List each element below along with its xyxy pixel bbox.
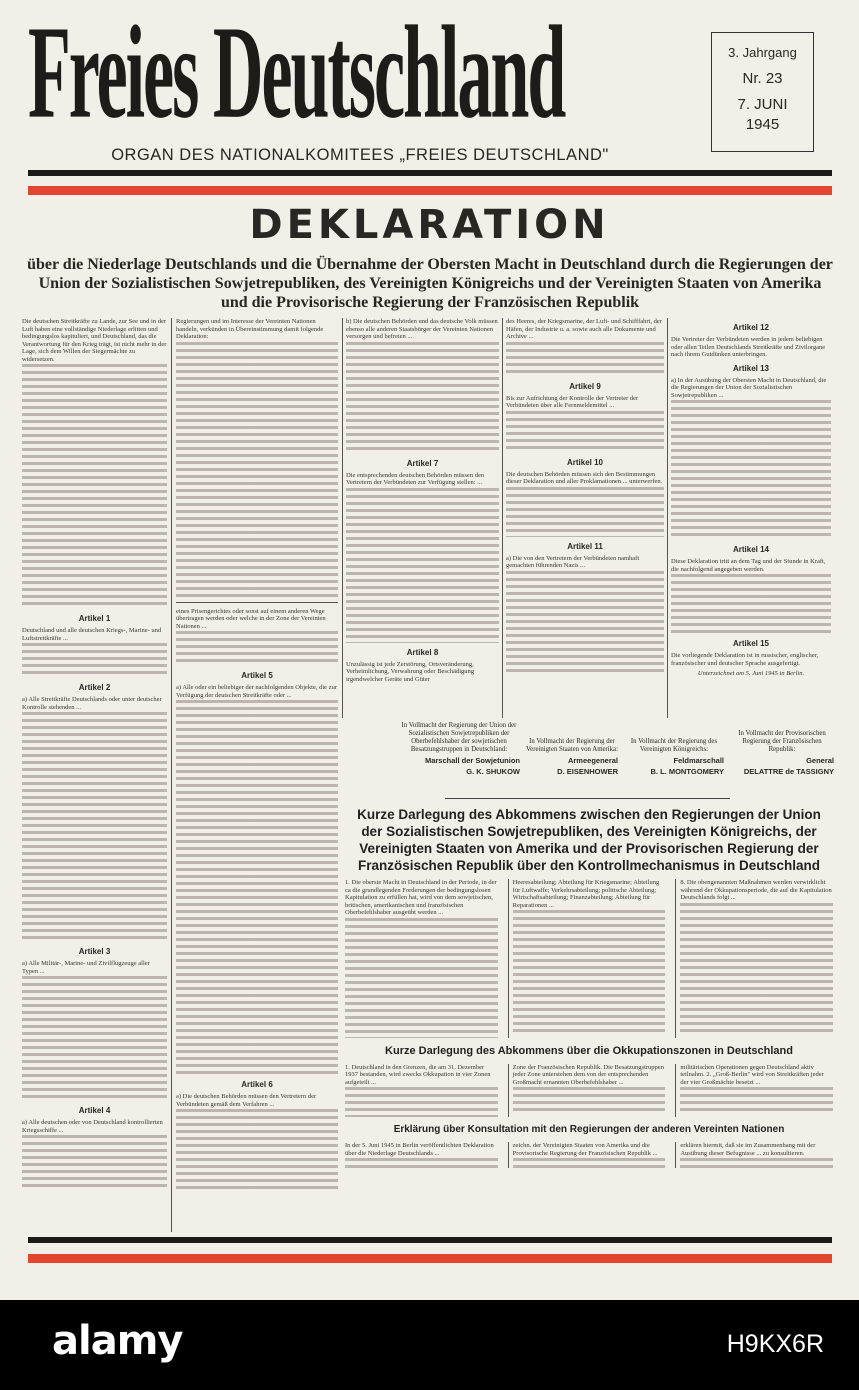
- article-text: Bis zur Aufrichtung der Kontrolle der Vertreter der Verbündeten über alle Fernmeldemittel ...: [506, 394, 639, 409]
- text-lines: [22, 712, 167, 942]
- signature-block: [730, 730, 834, 776]
- article-heading: Artikel 6: [241, 1080, 273, 1089]
- column-2: [176, 318, 338, 1189]
- text-lines: [513, 1087, 666, 1112]
- article-heading: Artikel 12: [732, 323, 770, 332]
- text-lines: [506, 571, 664, 676]
- section-heading: Kurze Darlegung des Abkommens zwischen den Regierungen der Union der Sozialistischen Sowjetrepubliken, des Vereinigten Königreichs, der Vereinigten Staaten von Amerika und der Provisorischen Regierung der Französischen Republik über den Kontrollmechanismus in Deutschland: [357, 807, 821, 873]
- divider: [445, 798, 730, 799]
- text-lines: [346, 342, 499, 454]
- issue-date: 7. JUNI: [737, 96, 788, 113]
- signature-mandate: In Vollmacht der Provisorischen Regierung der Französischen Republik:: [738, 730, 826, 753]
- text-lines: [345, 1087, 498, 1117]
- rule-red: [28, 1254, 832, 1263]
- rule-black: [28, 1237, 832, 1243]
- text-lines: [680, 1158, 833, 1168]
- section-column: [508, 879, 666, 1038]
- section-heading: Erklärung über Konsultation mit den Regierungen der anderen Vereinten Nationen: [393, 1124, 785, 1135]
- section-text: In der 5. Juni 1945 in Berlin veröffentlichten Deklaration über die Niederlage Deutschlands ...: [345, 1142, 494, 1157]
- article-text: eines Prisengerichtes oder sonst auf einem anderen Wege übertragen werden oder welche in der Zone der Vereinten Nationen ...: [176, 607, 326, 630]
- article-heading: Artikel 1: [78, 614, 111, 623]
- rule-red: [28, 186, 832, 195]
- column-1: [22, 318, 167, 1190]
- article-text: a) In der Ausübung der Obersten Macht in Deutschland, die die Regierungen der Union der Sozialistischen Sowjetrepubliken ...: [671, 376, 827, 399]
- text-lines: [680, 903, 833, 1033]
- text-lines: [22, 364, 167, 609]
- article-text: des Heeres, der Kriegsmarine, der Luft- und Schifffahrt, der Häfen, der Industrie u. a. sowie auch alle Dokumente und Archive ...: [506, 318, 662, 340]
- section-column: [345, 1064, 498, 1118]
- article-text: Diese Deklaration tritt an dem Tag und der Stunde in Kraft, die nachfolgend angegeben werden.: [671, 558, 826, 573]
- text-lines: [513, 910, 666, 1035]
- article-text: Deutschland und alle deutschen Kriegs-, Marine- und Luftstreitkräfte ...: [22, 627, 162, 642]
- article-heading: Artikel 3: [78, 947, 111, 956]
- subheadline: über die Niederlage Deutschlands und die Übernahme der Obersten Macht in Deutschland durch die Regierungen der Union der Sozialistischen Sowjetrepubliken, des Vereinigten Königreichs und der Vereinigten Staaten von Amerika und die Provisorische Regierung der Französischen Republik: [27, 256, 833, 311]
- text-lines: [346, 488, 499, 643]
- signature-rank: Armeegeneral: [567, 756, 618, 765]
- section-column: [345, 1142, 498, 1168]
- volume: 3. Jahrgang: [728, 45, 797, 60]
- article-heading: Artikel 8: [406, 647, 439, 657]
- article-text: Die vorliegende Deklaration ist in russischer, englischer, französischer und deutscher Sprache ausgefertigt.: [671, 652, 819, 667]
- issue-info-box: [711, 32, 814, 152]
- article-text: a) Die von den Vertretern der Verbündeten namhaft gemachten führenden Nazis ...: [506, 554, 640, 569]
- section-column: [345, 879, 498, 1038]
- issue-year: 1945: [745, 116, 780, 133]
- signing-note: Unterzeichnet am 5. Juni 1945 in Berlin.: [697, 670, 805, 677]
- issue-number: Nr. 23: [742, 70, 783, 87]
- column-divider: [502, 318, 503, 718]
- text-lines: [176, 700, 338, 1075]
- masthead-subtitle: ORGAN DES NATIONALKOMITEES „FREIES DEUTSCHLAND": [111, 146, 609, 164]
- article-heading: Artikel 4: [78, 1106, 111, 1115]
- section-text: Heeresabteilung; Abteilung für Kriegsmarine; Abteilung für Luftwaffe; Verkehrsabteilung; politische Abteilung; Wirtschaftsabteilung; Finanzabteilung; Abteilung für Reparationen ...: [512, 879, 660, 909]
- article-heading: Artikel 9: [569, 381, 601, 391]
- article-heading: Artikel 15: [732, 639, 770, 648]
- article-text: Die deutschen Streitkräfte zu Lande, zur See und in der Luft haben eine vollständige Niederlage erlitten und bedingungslos kapituliert, und Deutschland, das die Verantwortung für den Krieg trägt, ist nicht mehr in der Lage, sich dem Willen der Siegermächte zu widersetzen.: [22, 318, 167, 363]
- text-lines: [671, 400, 831, 540]
- article-text: Die Vertreter der Verbündeten werden in jedem beliebigen oder allen Teilen Deutschlands Streitkräfte und Zivilorgane nach ihrem Gutdünken unterbringen.: [671, 336, 826, 358]
- text-lines: [513, 1158, 666, 1168]
- text-lines: [506, 487, 664, 537]
- text-lines: [22, 976, 167, 1101]
- signature-mandate: In Vollmacht der Regierung der Vereinigten Staaten von Amerika:: [526, 738, 618, 753]
- watermark-code: H9KX6R: [726, 1330, 824, 1358]
- article-text: Die entsprechenden deutschen Behörden müssen den Vertretern der Verbündeten zur Verfügung stellen: ...: [346, 471, 485, 486]
- signature-rank: Feldmarschall: [673, 756, 724, 765]
- signature-rank: General: [806, 756, 834, 765]
- divider: [176, 602, 338, 603]
- column-3: [346, 318, 499, 683]
- column-5: [671, 318, 831, 678]
- column-4: [506, 318, 664, 676]
- text-lines: [22, 643, 167, 678]
- signature-mandate: In Vollmacht der Regierung des Vereinigten Königreichs:: [630, 738, 718, 753]
- article-text: Unzulässig ist jede Zerstörung, Ortsveränderung, Verheimlichung, Verwahrung oder Beschädigung irgendwelcher Geräte und Güter: [346, 660, 475, 683]
- text-lines: [345, 1158, 498, 1168]
- article-heading: Artikel 5: [241, 671, 273, 680]
- text-lines: [671, 574, 831, 634]
- column-divider: [342, 318, 343, 718]
- section-heading: Kurze Darlegung des Abkommens über die Okkupationszonen in Deutschland: [385, 1044, 793, 1057]
- article-heading: Artikel 2: [78, 683, 111, 692]
- article-text: a) Alle Streitkräfte Deutschlands oder unter deutscher Kontrolle stehenden ...: [22, 696, 162, 711]
- signature-name: B. L. MONTGOMERY: [650, 767, 724, 776]
- article-text: Regierungen und im Interesse der Vereinten Nationen handeln, verkünden in Übereinstimmung damit folgende Deklaration:: [176, 318, 324, 340]
- article-heading: Artikel 14: [732, 545, 770, 554]
- article-heading: Artikel 13: [732, 363, 770, 373]
- article-text: a) Alle deutschen oder von Deutschland kontrollierten Kriegsschiffe ...: [22, 1119, 163, 1134]
- rule-black: [28, 170, 832, 176]
- text-lines: [176, 1109, 338, 1189]
- article-text: a) Alle oder ein beliebiger der nachfolgenden Objekte, die zur Verfügung der deutschen Streitkräfte oder ...: [176, 684, 337, 699]
- signature-mandate: In Vollmacht der Regierung der Union der Sozialistischen Sowjetrepubliken der Oberbefehlshaber der sowjetischen Besatzungstruppen in Deutschland:: [401, 722, 517, 753]
- text-lines: [176, 342, 338, 597]
- column-divider: [171, 318, 172, 1232]
- signature-block: [398, 722, 520, 776]
- section-text: 1. Deutschland in den Grenzen, die am 31. Dezember 1937 bestanden, wird zwecks Okkupation in vier Zonen aufgeteilt ...: [345, 1063, 491, 1086]
- section-columns: [345, 879, 833, 1038]
- masthead-title: Freies Deutschland: [28, 0, 565, 148]
- signature-block: [526, 738, 618, 776]
- section-column: [675, 879, 833, 1038]
- text-lines: [680, 1087, 833, 1112]
- signature-name: G. K. SHUKOW: [466, 767, 520, 776]
- text-lines: [176, 631, 338, 666]
- signature-rank: Marschall der Sowjetunion: [424, 756, 520, 765]
- article-text: a) Die deutschen Behörden müssen den Vertretern der Verbündeten gemäß dem Verfahren ...: [176, 1093, 317, 1108]
- section-text: 1. Die oberste Macht in Deutschland in der Periode, in der ca die grundlegenden Forderungen der bedingungslosen Kapitulation zu erfüllen hat, wird von dem sowjetischen, britischen, amerikanischen und französischen Oberbefehlshaber ausgeübt werden ...: [345, 879, 497, 916]
- text-lines: [506, 342, 664, 377]
- section-text: zeichn. der Vereinigten Staaten von Amerika und die Provisorische Regierung der Französischen Republik ...: [512, 1142, 658, 1157]
- article-text: b) Die deutschen Behörden und das deutsche Volk müssen ebenso alle anderen Staatsbürger der Vereinten Nationen versorgen und befreien ...: [346, 318, 498, 340]
- watermark-logo: alamy: [52, 1318, 183, 1364]
- headline: DEKLARATION: [249, 202, 610, 248]
- section-columns: [345, 1142, 833, 1168]
- article-heading: Artikel 7: [406, 458, 439, 468]
- article-text: a) Alle Militär-, Marine- und Zivilflugzeuge aller Typen ...: [22, 960, 150, 975]
- article-heading: Artikel 11: [567, 541, 603, 551]
- section-text: militärischen Operationen gegen Deutschland aktiv teilnahm. 2. „Groß-Berlin" wird von Streitkräften jeder der vier Großmächte besetzt ...: [680, 1063, 824, 1086]
- text-lines: [506, 411, 664, 453]
- signature-name: DELATTRE de TASSIGNY: [743, 767, 834, 776]
- text-lines: [345, 918, 498, 1038]
- section-text: erklären hiermit, daß sie im Zusammenhang mit der Ausübung dieser Befugnisse ... zu konsultieren.: [680, 1142, 816, 1157]
- section-text: Zone der Französischen Republik. Die Besatzungstruppen jeder Zone unterstehen dem von der entsprechenden Großmacht ernannten Oberbefehlshaber ...: [512, 1063, 664, 1086]
- article-heading: Artikel 10: [566, 457, 604, 467]
- section-column: [508, 1142, 666, 1168]
- lower-sections: [345, 806, 833, 1174]
- section-column: [508, 1064, 666, 1118]
- watermark-bar: [0, 1300, 859, 1390]
- signature-name: D. EISENHOWER: [557, 767, 618, 776]
- signatures: [398, 722, 834, 776]
- article-text: Die deutschen Behörden müssen sich den Bestimmungen dieser Deklaration und aller Proklamationen ... unterwerfen.: [506, 470, 663, 485]
- signature-block: [624, 738, 724, 776]
- section-column: [675, 1142, 833, 1168]
- text-lines: [22, 1135, 167, 1190]
- section-columns: [345, 1064, 833, 1118]
- section-column: [675, 1064, 833, 1118]
- column-divider: [667, 318, 668, 718]
- section-text: 8. Die obengenannten Maßnahmen werden verwirklicht während der Okkupationsperiode, die auf die Kapitulation Deutschlands folgt ...: [680, 879, 832, 901]
